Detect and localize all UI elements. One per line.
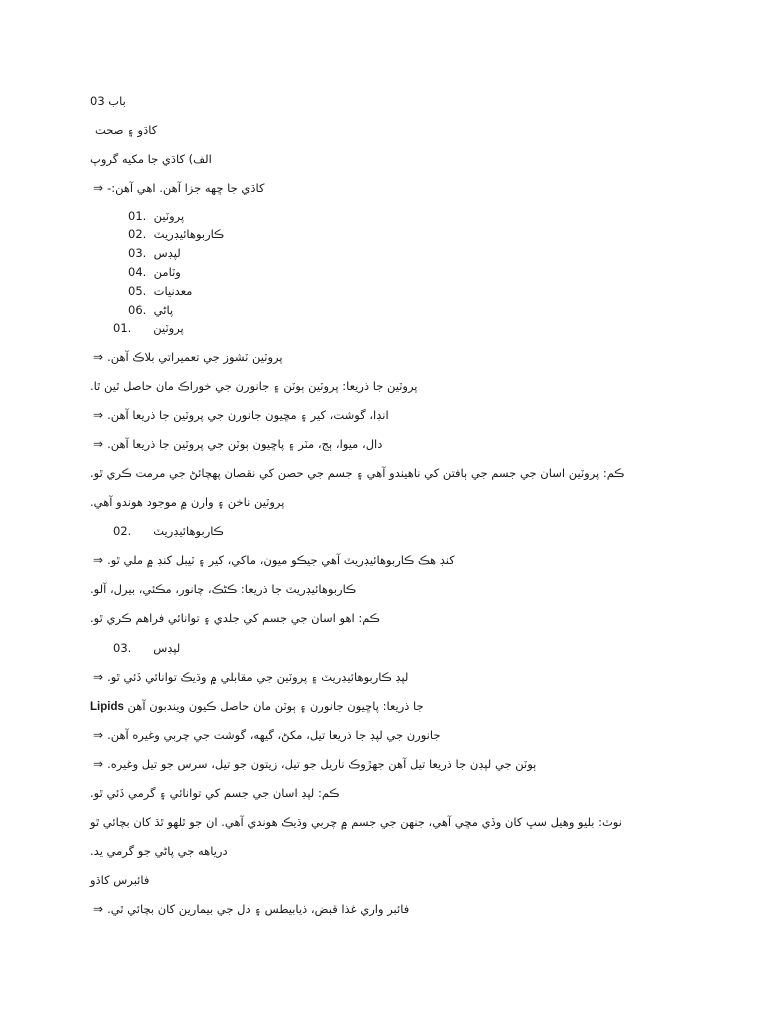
list-item <box>128 302 173 318</box>
carb-point-1 <box>93 552 455 568</box>
protein-point-6: پروٽين ناخن ۽ وارن ۾ موجود هوندو آهي. <box>90 495 285 509</box>
heading-number: 02. <box>113 524 132 538</box>
list-item <box>128 226 224 242</box>
list-item <box>128 208 184 224</box>
paragraph-text: کنڊ هڪ ڪاربوهائيڊريٽ آهي جيڪو ميون، ماکي، کير ۽ ٽيبل کنڊ ۾ ملي ٿو. <box>107 553 455 567</box>
protein-point-2: پروٽين جا ذريعا: پروٽين ٻوٽن ۽ جانورن جي خوراڪ مان حاصل ٿين ٿا. <box>90 379 418 393</box>
arrow-icon: ⇒ <box>93 350 104 364</box>
lipids-heading <box>113 640 180 656</box>
lipids-point-5: ڪم: لپڊ اسان جي جسم کي توانائي ۽ گرمي ڏئي ٿو. <box>90 786 340 800</box>
arrow-icon: ⇒ <box>93 670 104 684</box>
list-text: معدنيات <box>153 284 193 298</box>
page-heading: کاڌو ۽ صحت <box>95 123 158 137</box>
paragraph-text: جانورن جي لپڊ جا ذريعا تيل، مکڻ، گيهه، گوشت جي چربي وغيره آهن. <box>107 728 441 742</box>
arrow-icon: ⇒ <box>93 181 104 195</box>
paragraph-text: جا ذريعا: پاڇيون جانورن ۽ ٻوٽن مان حاصل ڪيون ويندبون آهن <box>127 699 424 713</box>
lipids-point-2 <box>90 698 424 715</box>
lipids-point-4 <box>93 756 536 772</box>
lipids-word: Lipids <box>90 701 124 713</box>
paragraph-text: دال، ميوا، ٻج، مٽر ۽ پاڇيون ٻوٽن جي پروٽين جا ذريعا آهن. <box>107 437 383 451</box>
heading-number: 01. <box>113 321 132 335</box>
list-number: 04. <box>128 265 147 279</box>
arrow-icon: ⇒ <box>93 408 104 422</box>
arrow-icon: ⇒ <box>93 437 104 451</box>
protein-point-4 <box>93 436 382 452</box>
paragraph-text: پروٽين ٽشوز جي تعميراتي بلاڪ آهن. <box>107 350 283 364</box>
chapter-title: باب 03 <box>90 94 126 108</box>
protein-point-3 <box>93 407 389 423</box>
list-number: 01. <box>128 209 147 223</box>
list-number: 03. <box>128 246 147 260</box>
list-number: 06. <box>128 303 147 317</box>
heading-text: ڪاربوهائيڊريٽ <box>153 524 224 538</box>
heading-text: لپڊس <box>153 641 181 655</box>
arrow-icon: ⇒ <box>93 728 104 742</box>
list-number: 02. <box>128 227 147 241</box>
section-a-title: الف) کاڌي جا مکيه گروپ <box>90 152 212 166</box>
list-number: 05. <box>128 284 147 298</box>
paragraph-text: لپڊ ڪاربوهائيڊريٽ ۽ پروٽين جي مقابلي ۾ وڌيڪ توانائي ڏئي ٿو. <box>107 670 409 684</box>
list-item <box>128 264 181 280</box>
arrow-icon: ⇒ <box>93 553 104 567</box>
carb-point-2: ڪاربوهائيڊريٽ جا ذريعا: ڪڻڪ، چانور، مڪئي، بيرل، آلو. <box>90 582 357 596</box>
list-text: لپڊس <box>153 246 181 260</box>
list-item <box>128 245 181 261</box>
note-line-2: درياهه جي پاڻي جو گرمي يد. <box>90 844 228 858</box>
protein-point-5: ڪم: پروٽين اسان جي جسم جي ٻافتن کي ناهيندو آهي ۽ جسم جي حصن کي نقصان پهچائڻ جي مرمت ڪري ٿو. <box>90 466 625 480</box>
lipids-point-1 <box>93 669 408 685</box>
list-text: ڪاربوهائيڊريٽ <box>153 227 225 241</box>
protein-heading <box>113 320 184 336</box>
carb-heading <box>113 523 224 539</box>
fiber-heading: فائبرس کاڌو <box>90 873 150 887</box>
paragraph-text: فائبر واري غذا قبض، ذيابيطس ۽ دل جي بيمارين کان بچائي ٿي. <box>107 902 410 916</box>
list-text: وٽامن <box>153 265 181 279</box>
carb-point-3: ڪم: اهو اسان جي جسم کي جلدي ۽ توانائي فراهم ڪري ٿو. <box>90 611 380 625</box>
intro-line <box>93 180 265 196</box>
lipids-point-3 <box>93 727 440 743</box>
arrow-icon: ⇒ <box>93 902 104 916</box>
fiber-point-1 <box>93 901 409 917</box>
arrow-icon: ⇒ <box>93 757 104 771</box>
note-line-1: نوٽ: بليو وهيل سڀ کان وڏي مڇي آهي، جنهن جي جسم ۾ چربي وڌيڪ هوندي آهي. ان جو ٿلهو ٿڌ کان بچائي ٿو <box>90 815 622 829</box>
heading-text: پروٽين <box>153 321 184 335</box>
protein-point-1 <box>93 349 283 365</box>
intro-text: کاڌي جا ڇهه جزا آهن. اهي آهن:- <box>107 181 265 195</box>
paragraph-text: ٻوٽن جي لپڊن جا ذريعا تيل آهن جهڙوڪ ناريل جو تيل، زيتون جو تيل، سرس جو تيل وغيره. <box>107 757 537 771</box>
list-item <box>128 283 192 299</box>
list-text: پروٽين <box>153 209 185 223</box>
paragraph-text: انڊا، گوشت، کير ۽ مڇيون جانورن جي پروٽين جا ذريعا آهن. <box>107 408 389 422</box>
list-text: پاڻي <box>153 303 174 317</box>
heading-number: 03. <box>113 641 132 655</box>
